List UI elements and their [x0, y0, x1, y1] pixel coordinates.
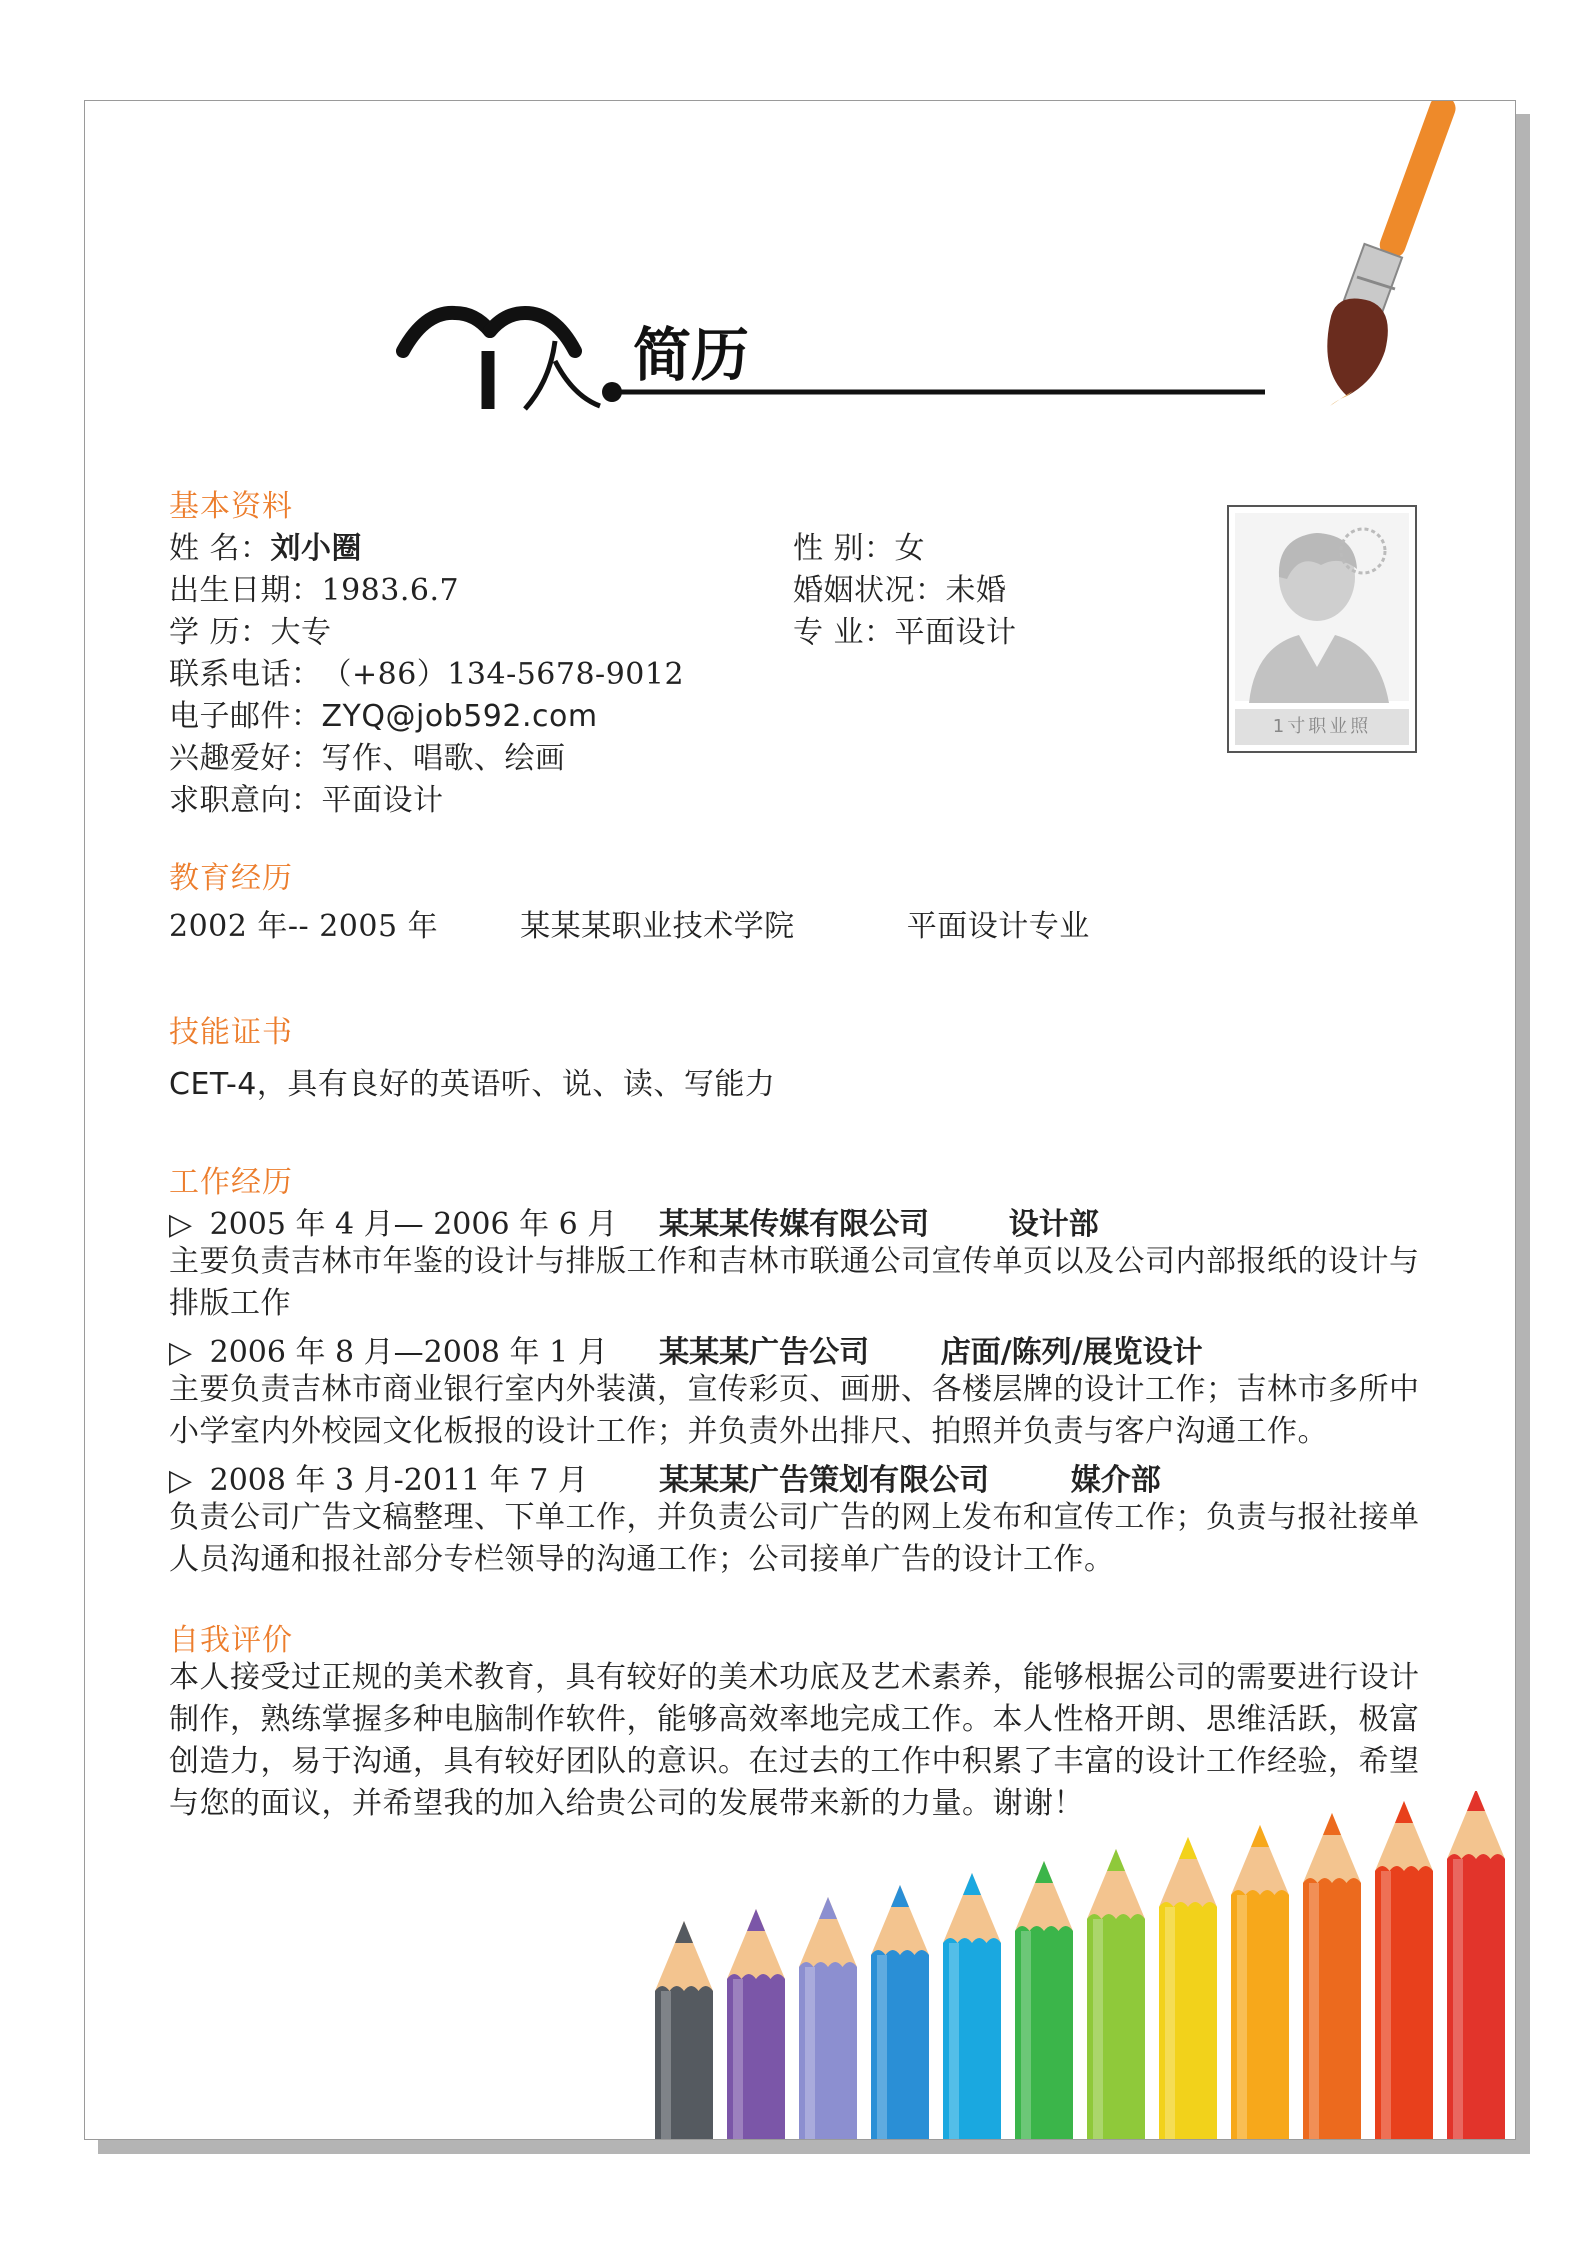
education-major: 平面设计专业 [906, 909, 1090, 944]
skills-title: 技能证书 [169, 1015, 293, 1050]
education-level-row [169, 607, 332, 651]
hobby-label: 兴趣爱好： [169, 741, 322, 776]
self-eval-text: 本人接受过正规的美术教育，具有较好的美术功底及艺术素养，能够根据公司的需要进行设计制作，熟练掌握多种电脑制作软件，能够高效率地完成工作。本人性格开朗、思维活跃，极富创造力，易于沟通，具有较好团队的意识。在过去的工作中积累了丰富的设计工作经验，希望与您的面议，并希望我的加入给贵公司的发展带来新的力量。谢谢！ [169, 1660, 1420, 1821]
education-title: 教育经历 [169, 861, 293, 896]
person-silhouette-icon [1229, 507, 1415, 707]
name-row [169, 523, 362, 567]
pencil [1447, 1791, 1505, 2140]
photo-caption: 1寸职业照 [1235, 709, 1409, 745]
pencil [1231, 1825, 1289, 2140]
pencil [1015, 1861, 1073, 2140]
pencil [1087, 1849, 1145, 2140]
name-value: 刘小圈 [270, 531, 363, 566]
pencil [1159, 1837, 1217, 2140]
job-intent-value: 平面设计 [321, 783, 444, 818]
job-dept: 设计部 [1008, 1207, 1099, 1242]
pencil [727, 1909, 785, 2140]
phone-label: 联系电话： [169, 657, 322, 692]
job-header [169, 1455, 1161, 1499]
job-header [169, 1199, 1099, 1243]
education-level-value: 大专 [270, 615, 332, 650]
bullet-icon: ▷ [169, 1335, 193, 1370]
self-eval-title: 自我评价 [169, 1623, 293, 1658]
basic-info-title: 基本资料 [169, 489, 293, 524]
bullet-icon: ▷ [169, 1463, 193, 1498]
hobby-row [169, 733, 566, 777]
birth-row [169, 565, 459, 609]
resume-title-logo [395, 281, 1275, 411]
major-label: 专 业： [793, 615, 895, 650]
pencil [943, 1873, 1001, 2140]
job-dept: 店面/陈列/展览设计 [940, 1335, 1203, 1370]
marital-label: 婚姻状况： [793, 573, 946, 608]
job-company: 某某某广告策划有限公司 [659, 1463, 990, 1498]
email-row [169, 691, 598, 735]
phone-value: （+86）134-5678-9012 [321, 657, 685, 692]
education-entry [169, 901, 1090, 945]
colored-pencils-illustration [645, 1791, 1516, 2140]
job-company: 某某某传媒有限公司 [659, 1207, 930, 1242]
pencil [799, 1897, 857, 2140]
job-description: 主要负责吉林市年鉴的设计与排版工作和吉林市联通公司宣传单页以及公司内部报纸的设计与排版工作 [169, 1244, 1420, 1321]
job-header [169, 1327, 1203, 1371]
marital-row [793, 565, 1007, 609]
job-company: 某某某广告公司 [659, 1335, 870, 1370]
pencil [1303, 1813, 1361, 2140]
major-value: 平面设计 [894, 615, 1017, 650]
name-label: 姓 名： [169, 531, 271, 566]
skills-entry [169, 1059, 775, 1103]
job-intent-row [169, 775, 444, 819]
education-period: 2002 年-- 2005 年 [169, 909, 439, 944]
job-intent-label: 求职意向： [169, 783, 322, 818]
job-period: 2006 年 8 月—2008 年 1 月 [209, 1335, 608, 1370]
job-dept: 媒介部 [1070, 1463, 1161, 1498]
skills-text: ，具有良好的英语听、说、读、写能力 [256, 1067, 776, 1102]
resume-page [84, 100, 1516, 2140]
job-period: 2008 年 3 月-2011 年 7 月 [209, 1463, 588, 1498]
marital-value: 未婚 [945, 573, 1007, 608]
birth-label: 出生日期： [169, 573, 322, 608]
gender-row [793, 523, 925, 567]
hobby-value: 写作、唱歌、绘画 [321, 741, 566, 776]
email-value[interactable]: ZYQ@job592.com [321, 699, 598, 734]
email-label: 电子邮件： [169, 699, 322, 734]
paint-brush-illustration [1235, 101, 1475, 411]
photo-placeholder [1227, 505, 1417, 753]
pencil [1375, 1801, 1433, 2140]
job-period: 2005 年 4 月— 2006 年 6 月 [209, 1207, 618, 1242]
birth-value: 1983.6.7 [321, 573, 460, 608]
education-school: 某某某职业技术学院 [520, 909, 795, 944]
gender-label: 性 别： [793, 531, 895, 566]
gender-value: 女 [894, 531, 926, 566]
job-description: 主要负责吉林市商业银行室内外装潢，宣传彩页、画册、各楼层牌的设计工作；吉林市多所中小学室内外校园文化板报的设计工作；并负责外出排尺、拍照并负责与客户沟通工作。 [169, 1372, 1420, 1449]
job-description: 负责公司广告文稿整理、下单工作，并负责公司广告的网上发布和宣传工作；负责与报社接单人员沟通和报社部分专栏领导的沟通工作；公司接单广告的设计工作。 [169, 1500, 1420, 1577]
education-level-label: 学 历： [169, 615, 271, 650]
phone-row [169, 649, 684, 693]
pencil [871, 1885, 929, 2140]
resume-title-text: 简历 [633, 321, 750, 389]
bullet-icon: ▷ [169, 1207, 193, 1242]
major-row [793, 607, 1017, 651]
work-title: 工作经历 [169, 1165, 293, 1200]
cert-code: CET-4 [169, 1067, 257, 1102]
pencil [655, 1921, 713, 2140]
